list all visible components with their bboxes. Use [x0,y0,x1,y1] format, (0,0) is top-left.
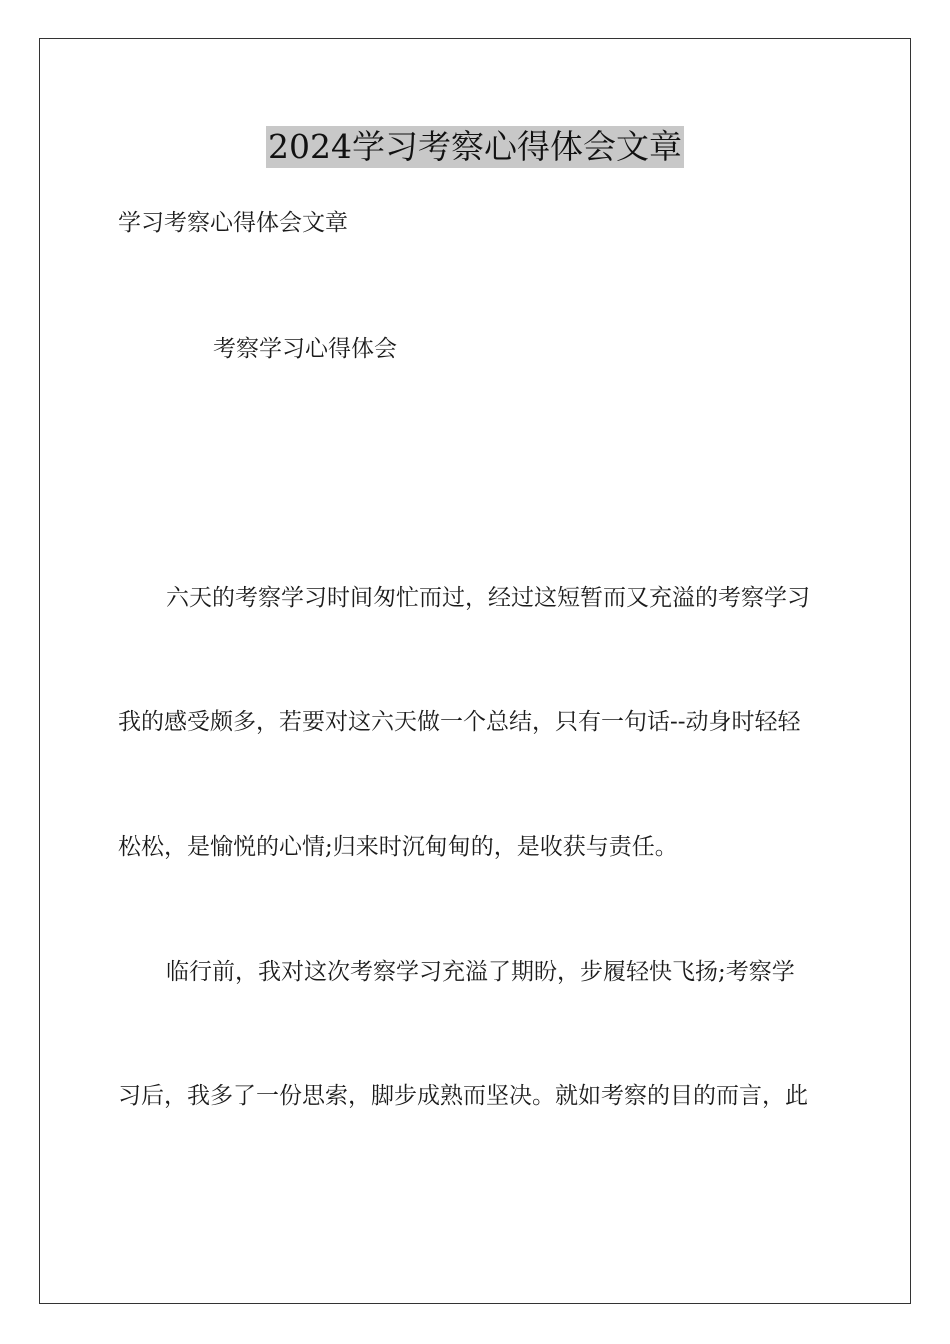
body-line-2: 我的感受颇多，若要对这六天做一个总结，只有一句话--动身时轻轻 [118,709,801,735]
body-line-4: 临行前，我对这次考察学习充溢了期盼，步履轻快飞扬;考察学 [166,959,795,985]
document-subtitle: 学习考察心得体会文章 [118,210,348,236]
body-line-3: 松松，是愉悦的心情;归来时沉甸甸的，是收获与责任。 [118,834,678,860]
title-container [0,126,950,168]
section-heading: 考察学习心得体会 [213,336,397,362]
document-title: 2024学习考察心得体会文章 [268,127,682,166]
body-line-1: 六天的考察学习时间匆忙而过，经过这短暂而又充溢的考察学习 [166,585,810,611]
body-line-5: 习后，我多了一份思索，脚步成熟而坚决。就如考察的目的而言，此 [118,1083,808,1109]
